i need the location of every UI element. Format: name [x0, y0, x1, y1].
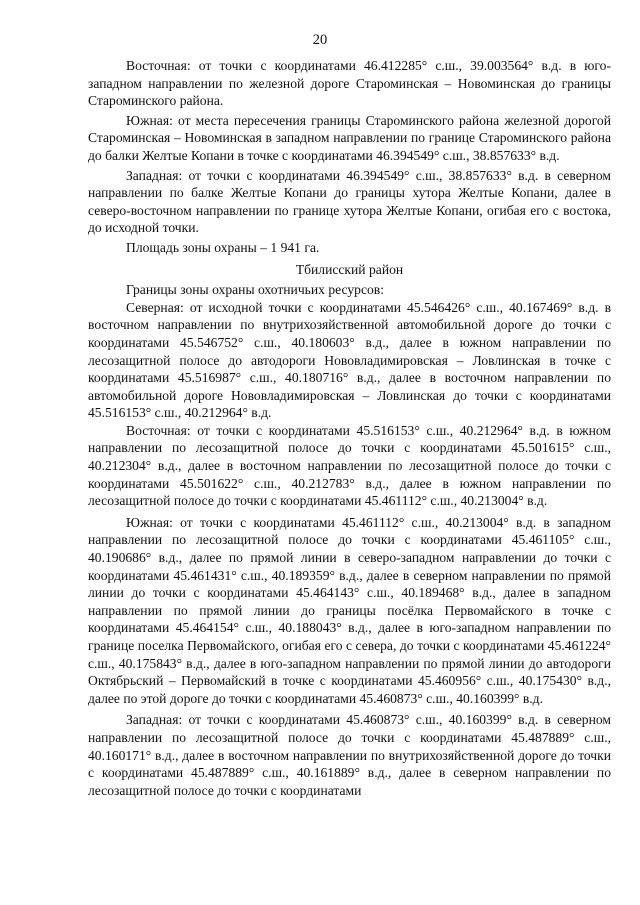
- page-number: 20: [312, 32, 328, 48]
- document-body: [88, 57, 611, 799]
- paragraph-starominsky-south: Южная: от места пересечения границы Староминского района железной дорогой Староминская – Новоминская в западном направлении по границе Староминского района до балки Желтые Копани в точке с координатами 46.394549° с.ш., 38.857633° в.д.: [88, 112, 611, 163]
- paragraph-boundaries-heading: Границы зоны охраны охотничьих ресурсов:: [126, 282, 384, 298]
- paragraph-starominsky-area: Площадь зоны охраны – 1 941 га.: [126, 239, 320, 255]
- paragraph-tbilissky-north: Северная: от исходной точки с координатами 45.546426° с.ш., 40.167469° в.д. в восточном направлении по внутрихозяйственной автомобильной дороге до точки с координатами 45.546752° с.ш., 40.180603° в.д., далее в южном направлении по лесозащитной полосе до автодороги Нововладимировская – Ловлинская в точке с координатами 45.516987° с.ш., 40.180716° в.д., далее в восточном направлении по автомобильной дороге Нововладимировская – Ловлинская до точки с координатами 45.516153° с.ш., 40.212964° в.д.: [88, 299, 611, 421]
- paragraph-tbilissky-east: Восточная: от точки с координатами 45.516153° с.ш., 40.212964° в.д. в южном направлении по лесозащитной полосе до точки с координатами 45.501615° с.ш., 40.212304° в.д., далее в восточном направлении по лесозащитной полосе до точки с координатами 45.501622° с.ш., 40.212783° в.д., далее в южном направлении по лесозащитной полосе до точки с координатами 45.461112° с.ш., 40.213004° в.д.: [88, 422, 611, 509]
- section-title-tbilissky: Тбилисский район: [295, 261, 404, 277]
- paragraph-starominsky-west: Западная: от точки с координатами 46.394549° с.ш., 38.857633° в.д. в северном направлении по балке Желтые Копани до границы хутора Желтые Копани, далее в северо-восточном направлении по границе хутора Желтые Копани, огибая его с востока, до исходной точки.: [88, 167, 611, 236]
- paragraph-tbilissky-west: Западная: от точки с координатами 45.460873° с.ш., 40.160399° в.д. в северном направлении по лесозащитной полосе до точки с координатами 45.487889° с.ш., 40.160171° в.д., далее в восточном направлении по внутрихозяйственной дороге до точки с координатами 45.487889° с.ш., 40.161889° в.д., далее в северном направлении по лесозащитной полосе до точки с координатами: [88, 712, 611, 798]
- paragraph-starominsky-east: Восточная: от точки с координатами 46.412285° с.ш., 39.003564° в.д. в юго-западном направлении по железной дороге Староминская – Новоминская до границы Староминского района.: [88, 58, 611, 109]
- paragraph-tbilissky-south: Южная: от точки с координатами 45.461112° с.ш., 40.213004° в.д. в западном направлении по лесозащитной полосе до точки с координатами 45.461105° с.ш., 40.190686° в.д., далее по прямой линии в северо-западном направлении до точки с координатами 45.461431° с.ш., 40.189359° в.д., далее в северном направлении по прямой линии до точки с координатами 45.464143° с.ш., 40.189468° в.д., далее в западном направлении по прямой линии до границы посёлка Первомайского в точке с координатами 45.464154° с.ш., 40.188043° в.д., далее в юго-западном направлении по границе поселка Первомайского, огибая его с севера, до точки с координатами 45.461224° с.ш., 40.175843° в.д., далее в юго-западном направлении по прямой линии до автодороги Октябрьский – Первомайский в точке с координатами 45.460956° с.ш., 40.175430° в.д., далее по этой дороге до точки с координатами 45.460873° с.ш., 40.160399° в.д.: [88, 514, 611, 706]
